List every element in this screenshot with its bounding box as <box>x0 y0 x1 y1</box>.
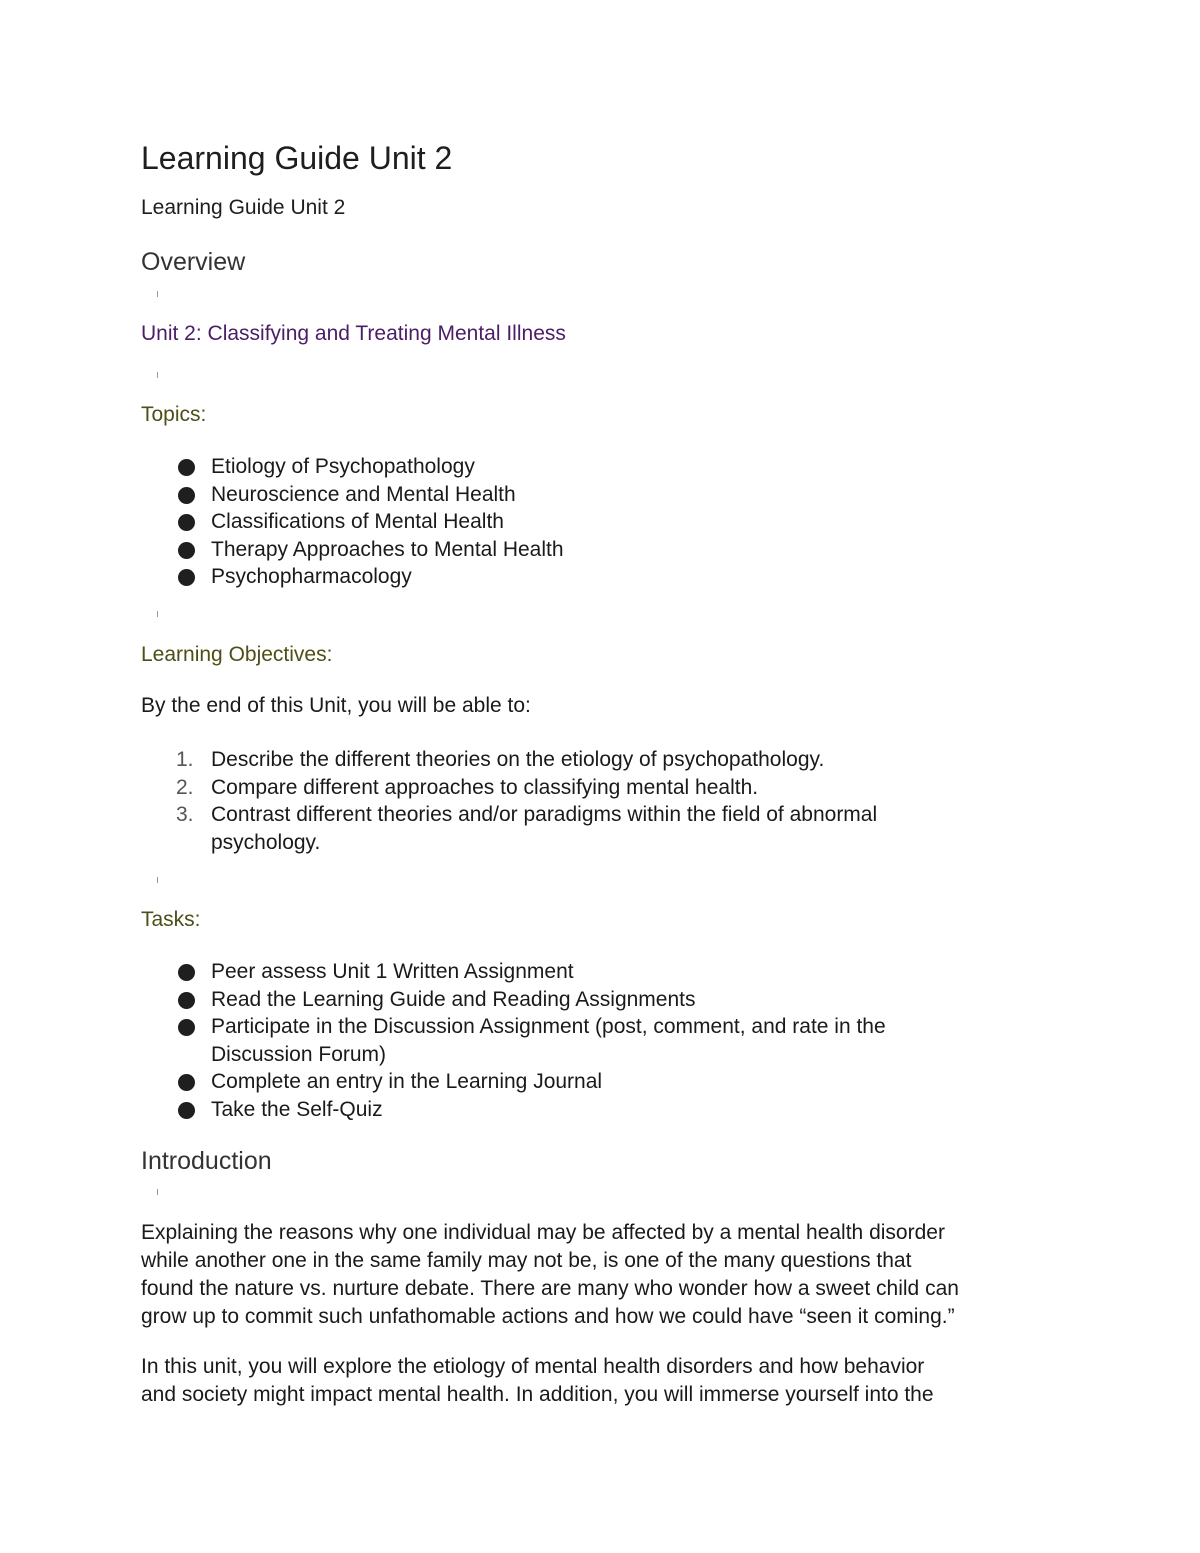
list-item-continuation: Discussion Forum) <box>211 1042 387 1066</box>
objectives-intro: By the end of this Unit, you will be able to: <box>141 694 531 717</box>
spacer-mark <box>157 877 158 883</box>
bullet-icon <box>178 1019 195 1036</box>
intro-paragraph-1: Explaining the reasons why one individual may be affected by a mental health disorder while another one in the same family may not be, is one of the many questions that found the nature vs. nurture debate. There are many who wonder how a sweet child can grow up to commit such unfathomable actions and how we could have “seen it coming.” <box>141 1221 959 1328</box>
page-subtitle: Learning Guide Unit 2 <box>141 196 346 219</box>
list-item: 2. Compare different approaches to classifying mental health. <box>176 775 759 799</box>
spacer-mark <box>157 611 158 617</box>
tasks-list <box>0 958 886 1124</box>
bullet-icon <box>178 487 195 504</box>
list-item: Classifications of Mental Health <box>0 508 6 536</box>
bullet-icon <box>178 569 195 586</box>
list-item: Therapy Approaches to Mental Health <box>0 536 6 564</box>
list-item: 3. Contrast different theories and/or paradigms within the field of abnormal <box>176 803 878 827</box>
list-item: Psychopharmacology <box>0 563 6 591</box>
list-item: Participate in the Discussion Assignment (post, comment, and rate in the <box>0 1013 6 1041</box>
spacer-mark <box>157 372 158 378</box>
spacer-mark <box>157 1189 158 1195</box>
topics-list <box>0 453 564 591</box>
page-title: Learning Guide Unit 2 <box>141 140 453 176</box>
spacer-mark <box>157 291 158 297</box>
list-item: Neuroscience and Mental Health <box>0 481 6 509</box>
overview-heading: Overview <box>141 248 246 276</box>
list-item: Take the Self-Quiz <box>0 1096 6 1124</box>
introduction-heading: Introduction <box>141 1147 272 1175</box>
intro-paragraph-2: In this unit, you will explore the etiology of mental health disorders and how behavior and society might impact mental health. In addition, you will immerse yourself into the <box>141 1355 934 1406</box>
bullet-icon <box>178 514 195 531</box>
list-item: 1. Describe the different theories on the etiology of psychopathology. <box>176 748 825 771</box>
list-item-continuation: psychology. <box>211 830 321 854</box>
objectives-list <box>0 746 878 856</box>
bullet-icon <box>178 964 195 981</box>
list-item: Etiology of Psychopathology <box>0 453 6 481</box>
list-item: Peer assess Unit 1 Written Assignment <box>0 958 6 986</box>
bullet-icon <box>178 542 195 559</box>
bullet-icon <box>178 1102 195 1119</box>
tasks-heading: Tasks: <box>141 908 201 931</box>
list-item: Read the Learning Guide and Reading Assignments <box>0 986 6 1014</box>
unit-title: Unit 2: Classifying and Treating Mental Illness <box>141 322 566 345</box>
bullet-icon <box>178 459 195 476</box>
objectives-heading: Learning Objectives: <box>141 643 333 666</box>
bullet-icon <box>178 1074 195 1091</box>
list-item: Complete an entry in the Learning Journal <box>0 1068 6 1096</box>
topics-heading: Topics: <box>141 403 207 426</box>
bullet-icon <box>178 992 195 1009</box>
